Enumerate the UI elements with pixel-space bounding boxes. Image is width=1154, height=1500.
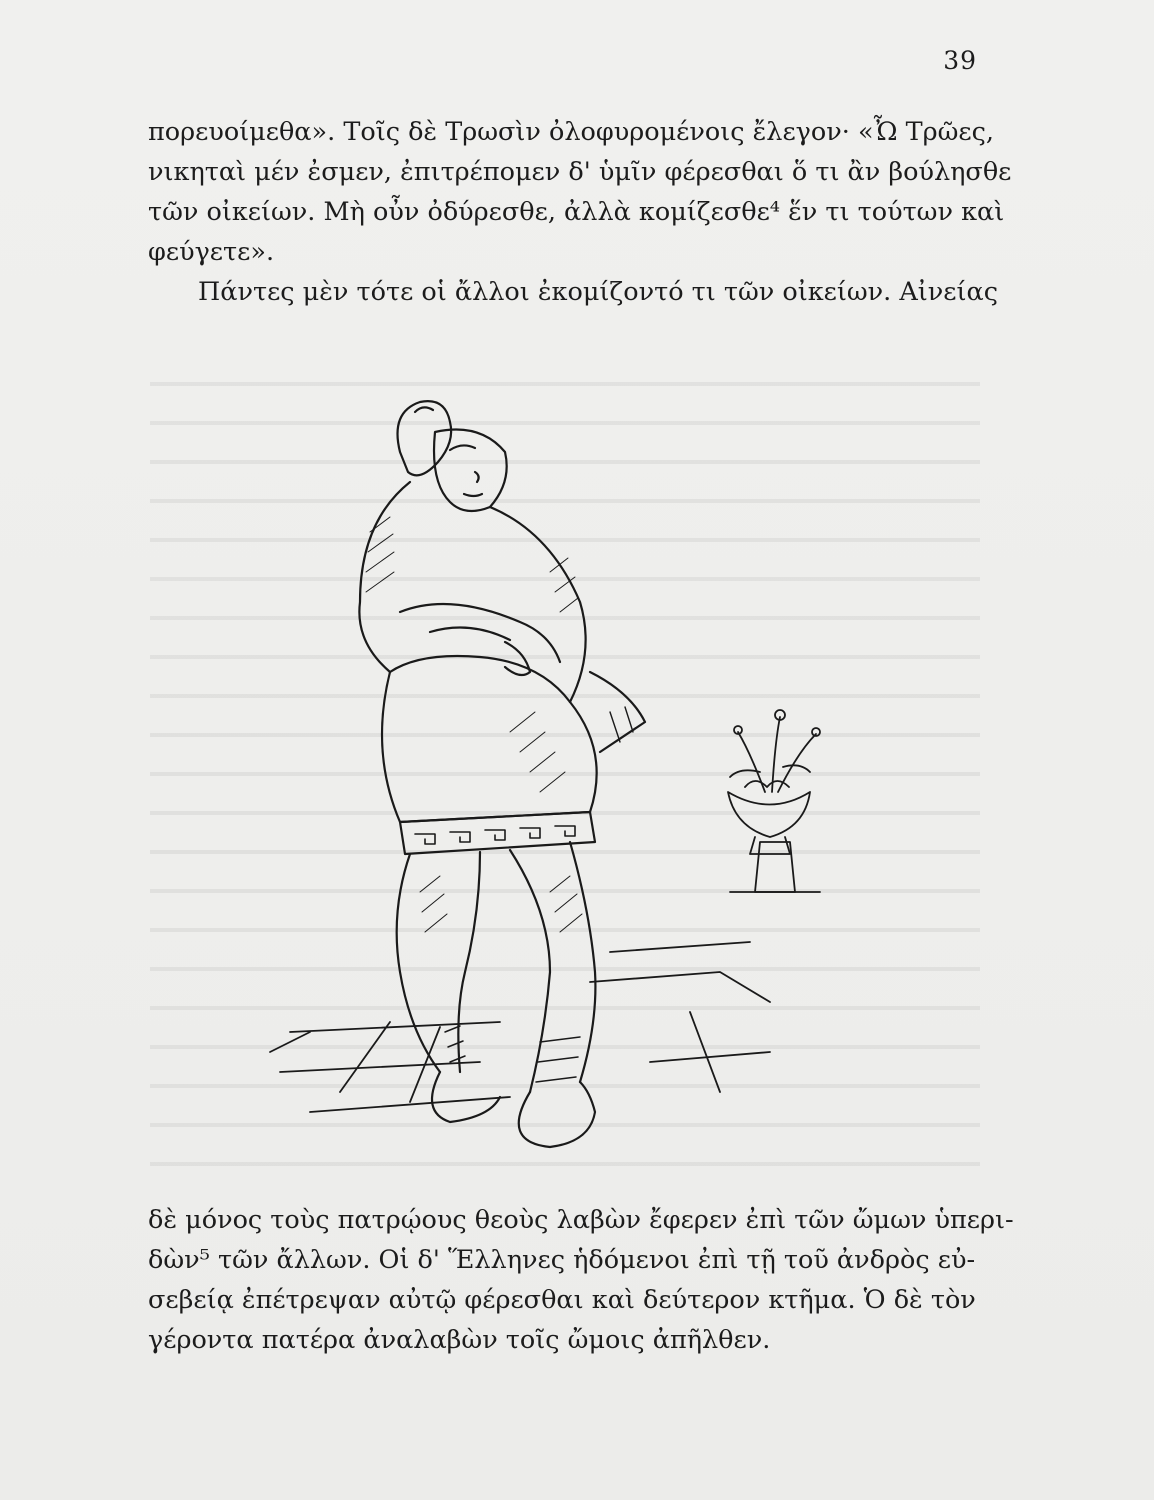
text-line: σεβείᾳ ἐπέτρεψαν αὐτῷ φέρεσθαι καὶ δεύτερον κτῆμα. Ὁ δὲ τὸν bbox=[148, 1285, 976, 1315]
text-line: τῶν οἰκείων. Μὴ οὖν ὀδύρεσθε, ἀλλὰ κομίζεσθε⁴ ἕν τι τούτων καὶ bbox=[148, 197, 1005, 227]
aeneas-illustration bbox=[250, 372, 870, 1172]
text-line: φεύγετε». bbox=[148, 237, 275, 267]
page-number: 39 bbox=[943, 46, 977, 75]
figure-drawing bbox=[359, 401, 645, 1147]
text-line: δὲ μόνος τοὺς πατρῴους θεοὺς λαβὼν ἔφερεν ἐπὶ τῶν ὤμων ὑπερι- bbox=[148, 1205, 1014, 1235]
text-line: Πάντες μὲν τότε οἱ ἄλλοι ἐκομίζοντό τι τῶν οἰκείων. Αἰνείας bbox=[198, 277, 999, 307]
paragraph-top bbox=[148, 112, 1012, 312]
hatching bbox=[366, 517, 582, 932]
flower-vase-drawing bbox=[728, 710, 820, 854]
text-line: πορευοίμεθα». Τοῖς δὲ Τρωσὶν ὀλοφυρομένοις ἔλεγον· «Ὦ Τρῶες, bbox=[148, 117, 994, 147]
text-line: γέροντα πατέρα ἀναλαβὼν τοῖς ὤμοις ἀπῆλθεν. bbox=[148, 1325, 771, 1355]
paragraph-bottom bbox=[148, 1200, 1014, 1360]
text-line: νικηταὶ μέν ἐσμεν, ἐπιτρέπομεν δ' ὑμῖν φέρεσθαι ὅ τι ἂν βούλησθε bbox=[148, 157, 1012, 187]
text-line: δὼν⁵ τῶν ἄλλων. Οἱ δ' Ἕλληνες ἡδόμενοι ἐπὶ τῇ τοῦ ἀνδρὸς εὐ- bbox=[148, 1245, 976, 1275]
pavement-drawing bbox=[270, 842, 820, 1112]
